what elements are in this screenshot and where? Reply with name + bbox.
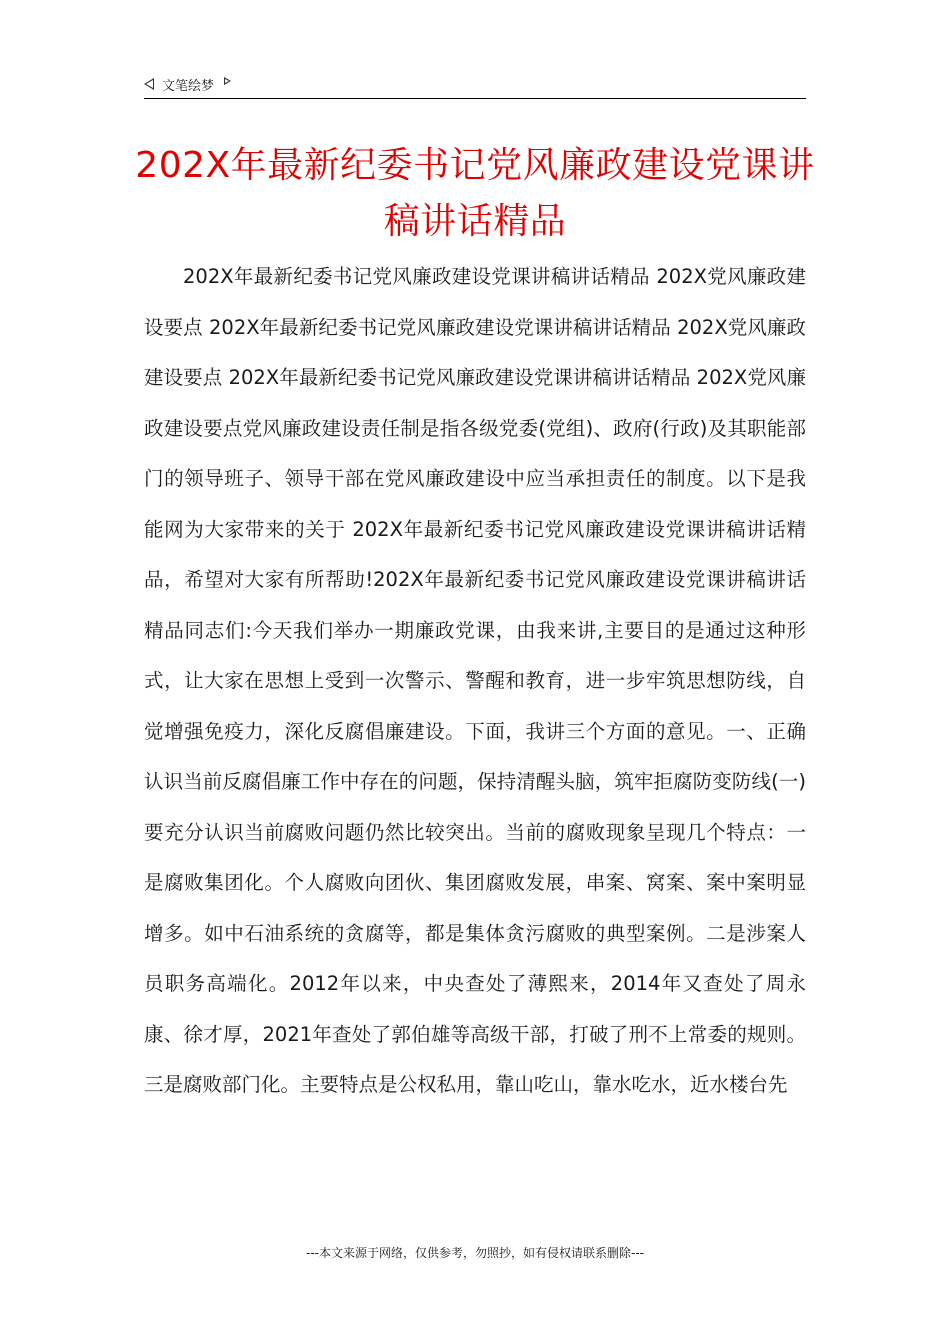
- page-header: [144, 70, 806, 99]
- header-brand: 文笔绘梦: [162, 78, 215, 94]
- triangle-left-icon: [144, 78, 154, 90]
- document-title: 202X年最新纪委书记党风廉政建设党课讲稿讲话精品: [135, 145, 815, 242]
- document-body: 202X年最新纪委书记党风廉政建设党课讲稿讲话精品 202X党风廉政建设要点 202X年最新纪委书记党风廉政建设党课讲稿讲话精品 202X党风廉政建设要点 202X年最新纪委书记党风廉政建设党课讲稿讲话精品 202X党风廉政建设要点党风廉政建设责任制是指各级党委(党组)、政府(行政)及其职能部门的领导班子、领导干部在党风廉政建设中应当承担责任的制度。以下是我能网为大家带来的关于 202X年最新纪委书记党风廉政建设党课讲稿讲话精品，希望对大家有所帮助!202X年最新纪委书记党风廉政建设党课讲稿讲话精品同志们:今天我们举办一期廉政党课，由我来讲,主要目的是通过这种形式，让大家在思想上受到一次警示、警醒和教育，进一步牢筑思想防线，自觉增强免疫力，深化反腐倡廉建设。下面，我讲三个方面的意见。一、正确认识当前反腐倡廉工作中存在的问题，保持清醒头脑，筑牢拒腐防变防线(一)要充分认识当前腐败问题仍然比较突出。当前的腐败现象呈现几个特点：一是腐败集团化。个人腐败向团伙、集团腐败发展，串案、窝案、案中案明显增多。如中石油系统的贪腐等，都是集体贪污腐败的典型案例。二是涉案人员职务高端化。2012年以来，中央查处了薄熙来，2014年又查处了周永康、徐才厚，2021年查处了郭伯雄等高级干部，打破了刑不上常委的规则。三是腐败部门化。主要特点是公权私用，靠山吃山，靠水吃水，近水楼台先: [144, 265, 806, 1096]
- triangle-right-icon: [224, 77, 231, 85]
- page-footer: ---本文来源于网络，仅供参考，勿照抄，如有侵权请联系删除---: [306, 1246, 644, 1260]
